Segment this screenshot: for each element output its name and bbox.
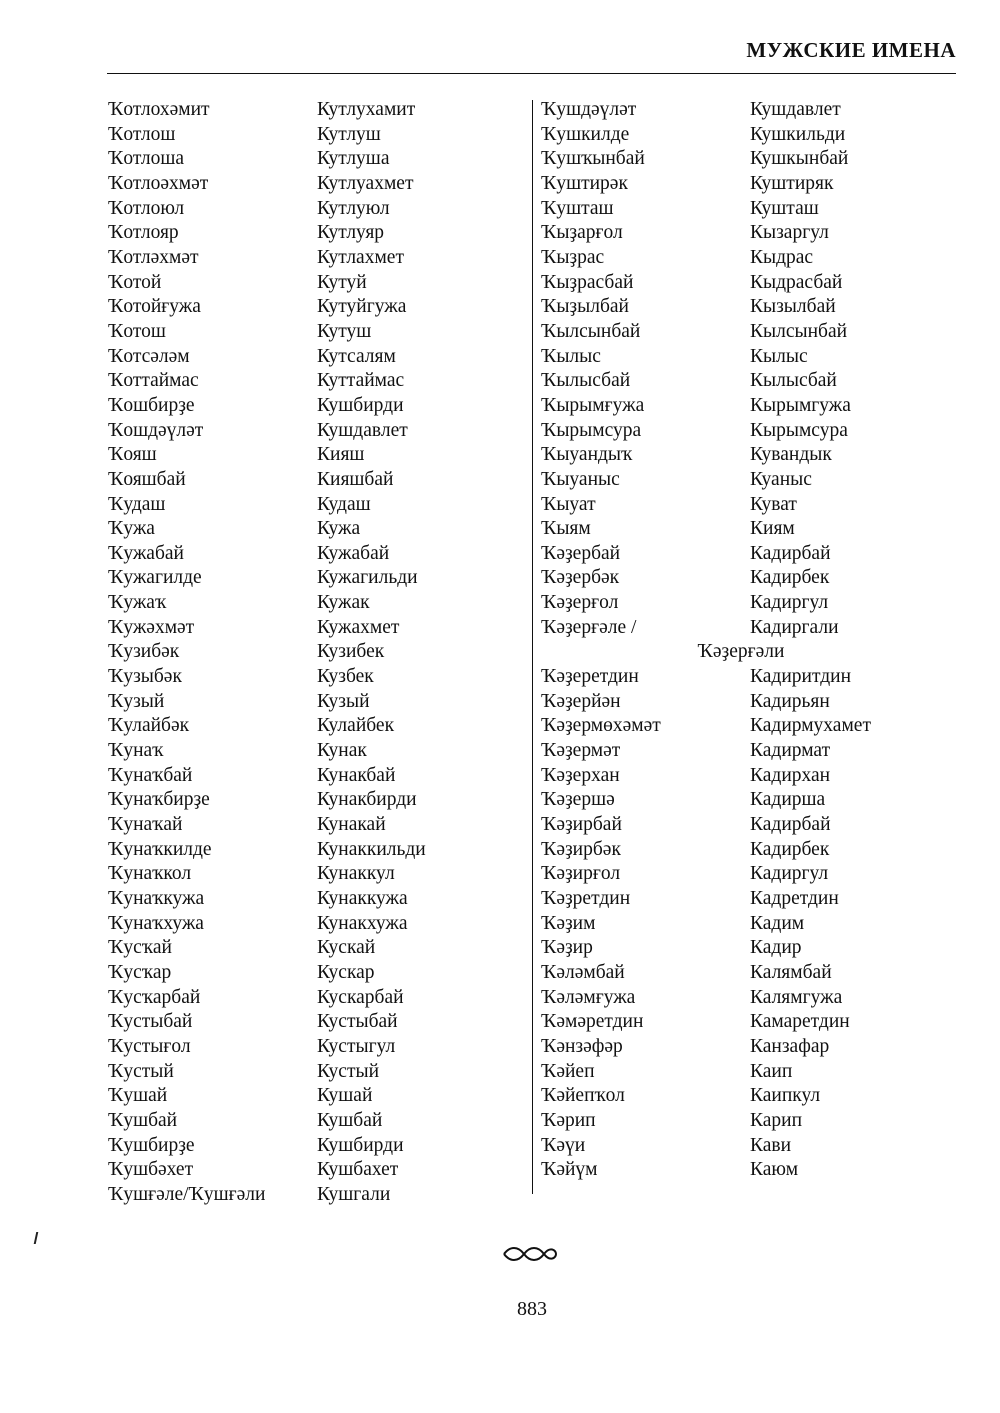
russian-name: Кадиритдин (750, 666, 852, 688)
russian-name: Кадирбек (750, 567, 830, 589)
bashkir-name: Ҡунаҡкол (108, 863, 192, 885)
name-entry-row (541, 443, 911, 468)
name-entry-row (108, 271, 426, 296)
bashkir-name: Ҡылыс (541, 345, 601, 367)
name-entry-row (108, 591, 426, 616)
russian-name: Кушай (317, 1085, 373, 1107)
bashkir-name: Ҡотлоюл (108, 197, 185, 219)
bashkir-name: Ҡустығол (108, 1035, 191, 1057)
name-entry-row (541, 123, 911, 148)
bashkir-name: Ҡылысбай (541, 370, 631, 392)
bashkir-name: Ҡыям (541, 518, 591, 540)
fleuron-ornament-icon (500, 1243, 560, 1265)
name-entry-row (541, 961, 911, 986)
russian-name: Кутуй (317, 271, 367, 293)
name-entry-row (108, 345, 426, 370)
russian-name: Кушдавлет (750, 99, 841, 120)
name-entry-row (108, 468, 426, 493)
bashkir-name: Ҡәҙермөхәмәт (541, 715, 661, 737)
bashkir-name: Ҡотой (108, 271, 162, 293)
right-name-column (541, 98, 911, 1183)
russian-name: Кылысбай (750, 370, 837, 392)
name-entry-row (108, 788, 426, 813)
bashkir-name: Ҡәләмғужа (541, 986, 636, 1008)
bashkir-name: Ҡужа (108, 518, 155, 540)
bashkir-name: Ҡырымғужа (541, 394, 645, 416)
bashkir-name: Ҡәҙеретдин (541, 666, 639, 688)
header-rule (107, 73, 956, 74)
russian-name: Куштиряк (750, 172, 834, 194)
name-entry-row (108, 542, 426, 567)
bashkir-name: Ҡәүи (541, 1134, 586, 1156)
bashkir-name: Ҡәҙирғол (541, 863, 621, 885)
russian-name: Кушташ (750, 197, 819, 219)
bashkir-name: Ҡузыбәк (108, 666, 182, 688)
name-entry-row (541, 369, 911, 394)
bashkir-name: Ҡәҙерйән (541, 690, 621, 712)
bashkir-name: Ҡояшбай (108, 468, 186, 490)
russian-name: Кускар (317, 961, 375, 983)
russian-name: Кияшбай (317, 468, 394, 490)
bashkir-name: Ҡошбирҙе (108, 394, 195, 416)
name-entry-row (108, 714, 426, 739)
name-entry-row (541, 838, 911, 863)
name-entry-row (541, 147, 911, 172)
russian-name: Кадиргул (750, 592, 829, 614)
name-entry-row (541, 912, 911, 937)
russian-name: Кулайбек (317, 715, 395, 737)
russian-name: Кушдавлет (317, 419, 408, 441)
name-entry-row (108, 739, 426, 764)
russian-name: Кадирхан (750, 764, 831, 786)
russian-name: Кырымгужа (750, 394, 851, 416)
left-name-column (108, 98, 426, 1208)
russian-name: Камаретдин (750, 1011, 850, 1033)
name-entry-row (108, 246, 426, 271)
name-entry-row (108, 665, 426, 690)
bashkir-name: Ҡушбирҙе (108, 1134, 195, 1156)
bashkir-name: Ҡәйүм (541, 1159, 598, 1181)
russian-name: Кутлуюл (317, 197, 390, 219)
bashkir-name: Ҡыҙарғол (541, 222, 623, 244)
name-entry-row (541, 591, 911, 616)
russian-name: Калямгужа (750, 986, 843, 1008)
russian-name: Кадирьян (750, 690, 830, 712)
name-entry-row (108, 369, 426, 394)
bashkir-name: Ҡунаҡ (108, 740, 164, 762)
russian-name: Кудаш (317, 493, 371, 515)
name-entry-row (541, 246, 911, 271)
bashkir-name: Ҡотойғужа (108, 296, 201, 318)
name-entry-row (108, 98, 426, 123)
name-entry-row (108, 961, 426, 986)
name-entry-row (108, 394, 426, 419)
russian-name: Кутлуахмет (317, 172, 414, 194)
bashkir-name: Ҡусҡай (108, 937, 172, 959)
russian-name: Кияш (317, 444, 365, 466)
bashkir-name: Ҡыҙрас (541, 246, 605, 268)
russian-name: Кувандык (750, 444, 832, 466)
bashkir-name: Ҡәҙерғәле / (541, 616, 637, 638)
name-entry-row (541, 616, 911, 641)
bashkir-name: Ҡунаҡкужа (108, 888, 205, 909)
name-entry-row (108, 616, 426, 641)
page-number: 883 (517, 1298, 547, 1320)
bashkir-name: Ҡустыбай (108, 1011, 193, 1033)
russian-name: Кушкынбай (750, 148, 849, 170)
name-entry-row (108, 517, 426, 542)
name-entry-row (108, 887, 426, 912)
bashkir-name: Ҡушдәүләт (541, 99, 637, 120)
name-entry-row (541, 739, 911, 764)
name-entry-row (541, 665, 911, 690)
name-entry-row (108, 690, 426, 715)
name-entry-row (108, 1035, 426, 1060)
name-entry-row (541, 197, 911, 222)
bashkir-name: Ҡужаҡ (108, 592, 167, 614)
name-entry-row (108, 123, 426, 148)
name-entry-row (541, 320, 911, 345)
bashkir-name: Ҡәләмбай (541, 961, 625, 983)
name-entry-row (541, 271, 911, 296)
name-entry-row (108, 986, 426, 1011)
bashkir-name: Ҡәмәретдин (541, 1011, 644, 1033)
bashkir-name: Ҡотлош (108, 123, 176, 145)
page-header-title: МУЖСКИЕ ИМЕНА (746, 38, 956, 62)
bashkir-name: Ҡушғәле/Ҡушғәли (108, 1183, 266, 1205)
bashkir-name: Ҡотлояр (108, 222, 179, 244)
bashkir-name: Ҡушбәхет (108, 1159, 194, 1181)
name-entry-row (108, 813, 426, 838)
name-entry-row (541, 1084, 911, 1109)
name-entry-row (108, 912, 426, 937)
name-entry-row (108, 764, 426, 789)
name-entry-row (541, 221, 911, 246)
bashkir-name: Ҡотлохәмит (108, 99, 210, 120)
russian-name: Кадим (750, 912, 805, 934)
bashkir-name: Ҡылсынбай (541, 320, 641, 342)
name-entry-row (541, 566, 911, 591)
russian-name: Кадирша (750, 789, 826, 811)
name-entry-row (108, 147, 426, 172)
bashkir-name: Ҡәҙретдин (541, 888, 631, 909)
name-variant-continuation: Ҡәҙерғәли (697, 641, 785, 663)
bashkir-name: Ҡушҡынбай (541, 148, 645, 170)
name-entry-row (108, 1109, 426, 1134)
russian-name: Кунакай (317, 814, 386, 836)
russian-name: Калямбай (750, 961, 832, 983)
bashkir-name: Ҡунаҡай (108, 814, 183, 836)
russian-name: Кадретдин (750, 888, 839, 909)
name-entry-row (541, 493, 911, 518)
russian-name: Каипкул (750, 1085, 821, 1107)
bashkir-name: Ҡәҙир (541, 937, 593, 959)
russian-name: Кыдрасбай (750, 271, 843, 293)
russian-name: Кадирбай (750, 814, 831, 836)
russian-name: Кадирбек (750, 838, 830, 860)
name-entry-row (541, 887, 911, 912)
bashkir-name: Ҡужабай (108, 542, 184, 564)
russian-name: Кунак (317, 740, 367, 762)
russian-name: Кутлуяр (317, 222, 385, 244)
russian-name: Куаныс (750, 468, 812, 490)
bashkir-name: Ҡуштирәк (541, 172, 628, 194)
russian-name: Кузбек (317, 666, 374, 688)
russian-name: Канзафар (750, 1035, 830, 1057)
russian-name: Кужак (317, 592, 370, 614)
russian-name: Кужагильди (317, 567, 418, 589)
bashkir-name: Ҡәҙербәк (541, 567, 620, 589)
bashkir-name: Ҡәйепҡол (541, 1085, 625, 1107)
bashkir-name: Ҡузибәк (108, 641, 180, 663)
bashkir-name: Ҡусҡарбай (108, 986, 201, 1008)
russian-name: Кужа (317, 518, 361, 540)
bashkir-name: Ҡулайбәк (108, 715, 190, 737)
russian-name: Кадир (750, 937, 802, 959)
russian-name: Кадиргали (750, 616, 839, 638)
name-entry-row (108, 443, 426, 468)
name-entry-row (108, 838, 426, 863)
margin-mark (34, 1232, 39, 1244)
bashkir-name: Ҡоттаймас (108, 370, 199, 392)
name-entry-row (541, 690, 911, 715)
bashkir-name: Ҡунаҡбирҙе (108, 789, 210, 811)
russian-name: Кутлуша (317, 148, 390, 170)
bashkir-name: Ҡошдәүләт (108, 419, 204, 441)
russian-name: Кунакбирди (317, 789, 417, 811)
bashkir-name: Ҡәҙерғол (541, 592, 619, 614)
bashkir-name: Ҡыуандыҡ (541, 444, 633, 466)
name-entry-row (108, 197, 426, 222)
russian-name: Киям (750, 518, 795, 540)
name-entry-row (541, 862, 911, 887)
bashkir-name: Ҡунаҡхужа (108, 912, 204, 934)
russian-name: Кустыгул (317, 1035, 396, 1057)
bashkir-name: Ҡушбай (108, 1109, 178, 1131)
name-entry-row (541, 1109, 911, 1134)
russian-name: Кылсынбай (750, 320, 848, 342)
bashkir-name: Ҡунаҡбай (108, 764, 193, 786)
bashkir-name: Ҡәнзәфәр (541, 1035, 623, 1057)
bashkir-name: Ҡырымсура (541, 419, 642, 441)
name-entry-row (541, 1060, 911, 1085)
bashkir-name: Ҡыуаныс (541, 468, 620, 490)
bashkir-name: Ҡотсәләм (108, 345, 190, 367)
bashkir-name: Ҡотлоша (108, 148, 185, 170)
name-entry-row (108, 936, 426, 961)
name-entry-row (541, 1035, 911, 1060)
russian-name: Кунаккильди (317, 838, 426, 860)
name-entry-row (108, 1010, 426, 1035)
name-entry-row (108, 320, 426, 345)
name-entry-row (108, 862, 426, 887)
russian-name: Кызаргул (750, 222, 829, 244)
russian-name: Кужахмет (317, 616, 400, 638)
name-entry-row (108, 1134, 426, 1159)
name-entry-row (541, 517, 911, 542)
name-entry-row (541, 394, 911, 419)
name-entry-row (108, 640, 426, 665)
name-entry-row (541, 468, 911, 493)
bashkir-name: Ҡусҡар (108, 961, 172, 983)
russian-name: Кутлуш (317, 123, 381, 145)
bashkir-name: Ҡушкилде (541, 123, 630, 145)
bashkir-name: Ҡыҙрасбай (541, 271, 634, 293)
name-entry-row (108, 493, 426, 518)
russian-name: Кустый (317, 1060, 380, 1082)
russian-name: Кушбирди (317, 394, 404, 416)
bashkir-name: Ҡәҙербай (541, 542, 621, 564)
russian-name: Кушгали (317, 1183, 391, 1205)
bashkir-name: Ҡустый (108, 1060, 174, 1082)
bashkir-name: Ҡәҙирбай (541, 814, 622, 836)
russian-name: Кадирбай (750, 542, 831, 564)
name-entry-row (108, 419, 426, 444)
bashkir-name: Ҡотлоәхмәт (108, 172, 209, 194)
bashkir-name: Ҡудаш (108, 493, 166, 515)
russian-name: Кутлахмет (317, 246, 404, 268)
bashkir-name: Ҡәҙирбәк (541, 838, 621, 860)
bashkir-name: Ҡәйеп (541, 1060, 595, 1082)
russian-name: Кушбирди (317, 1134, 404, 1156)
russian-name: Кускарбай (317, 986, 404, 1008)
bashkir-name: Ҡушташ (541, 197, 614, 219)
name-entry-row (541, 345, 911, 370)
name-entry-row (541, 764, 911, 789)
russian-name: Кырымсура (750, 419, 848, 441)
name-entry-row (541, 986, 911, 1011)
bashkir-name: Ҡотләхмәт (108, 246, 199, 268)
name-entry-row (108, 1060, 426, 1085)
name-entry-row (541, 714, 911, 739)
russian-name: Кадирмат (750, 740, 831, 762)
name-entry-row (541, 172, 911, 197)
bashkir-name: Ҡузый (108, 690, 165, 712)
russian-name: Кунаккул (317, 863, 395, 885)
name-entry-row (541, 1134, 911, 1159)
name-entry-row (108, 566, 426, 591)
bashkir-name: Ҡәҙим (541, 912, 596, 934)
russian-name: Кунаккужа (317, 888, 408, 909)
russian-name: Кустыбай (317, 1011, 398, 1033)
name-entry-row (541, 813, 911, 838)
name-entry-row (108, 172, 426, 197)
bashkir-name: Ҡыуат (541, 493, 596, 515)
column-divider (532, 100, 533, 1194)
russian-name: Кадирмухамет (750, 715, 871, 737)
russian-name: Кыдрас (750, 246, 814, 268)
name-entry-row (108, 295, 426, 320)
bashkir-name: Ҡәҙерхан (541, 764, 620, 786)
bashkir-name: Ҡотош (108, 320, 166, 342)
name-entry-row (108, 1084, 426, 1109)
name-entry-row (108, 1158, 426, 1183)
russian-name: Кылыс (750, 345, 808, 367)
russian-name: Куват (750, 493, 797, 515)
russian-name: Кужабай (317, 542, 390, 564)
russian-name: Кызылбай (750, 296, 836, 318)
name-entry-row (541, 542, 911, 567)
name-entry-row (541, 419, 911, 444)
name-entry-row (541, 295, 911, 320)
name-entry-row (541, 1010, 911, 1035)
name-entry-row (108, 221, 426, 246)
name-entry-row (541, 936, 911, 961)
russian-name: Куттаймас (317, 370, 405, 392)
bashkir-name: Ҡушай (108, 1085, 168, 1107)
bashkir-name: Ҡунаҡкилде (108, 838, 212, 860)
russian-name: Карип (750, 1109, 803, 1131)
russian-name: Кузый (317, 690, 370, 712)
bashkir-name: Ҡәҙермәт (541, 740, 621, 762)
bashkir-name: Ҡәҙершә (541, 789, 615, 811)
russian-name: Кузибек (317, 641, 385, 663)
russian-name: Кави (750, 1134, 792, 1156)
bashkir-name: Ҡыҙылбай (541, 296, 629, 318)
russian-name: Кушбай (317, 1109, 383, 1131)
russian-name: Кунакбай (317, 764, 396, 786)
russian-name: Каюм (750, 1159, 799, 1181)
name-entry-row (541, 98, 911, 123)
russian-name: Кунакхужа (317, 912, 408, 934)
bashkir-name: Ҡужагилде (108, 567, 202, 589)
russian-name: Кутлухамит (317, 99, 416, 120)
russian-name: Кутуш (317, 320, 372, 342)
name-entry-row (541, 1158, 911, 1183)
name-entry-row (108, 1183, 426, 1208)
russian-name: Кушбахет (317, 1159, 399, 1181)
russian-name: Кушкильди (750, 123, 846, 145)
bashkir-name: Ҡужәхмәт (108, 616, 195, 638)
bashkir-name: Ҡояш (108, 444, 157, 466)
russian-name: Кускай (317, 937, 376, 959)
russian-name: Кутуйгужа (317, 296, 407, 318)
bashkir-name: Ҡәрип (541, 1109, 596, 1131)
russian-name: Кадиргул (750, 863, 829, 885)
russian-name: Кутсалям (317, 345, 396, 367)
name-entry-row (541, 788, 911, 813)
russian-name: Каип (750, 1060, 793, 1082)
